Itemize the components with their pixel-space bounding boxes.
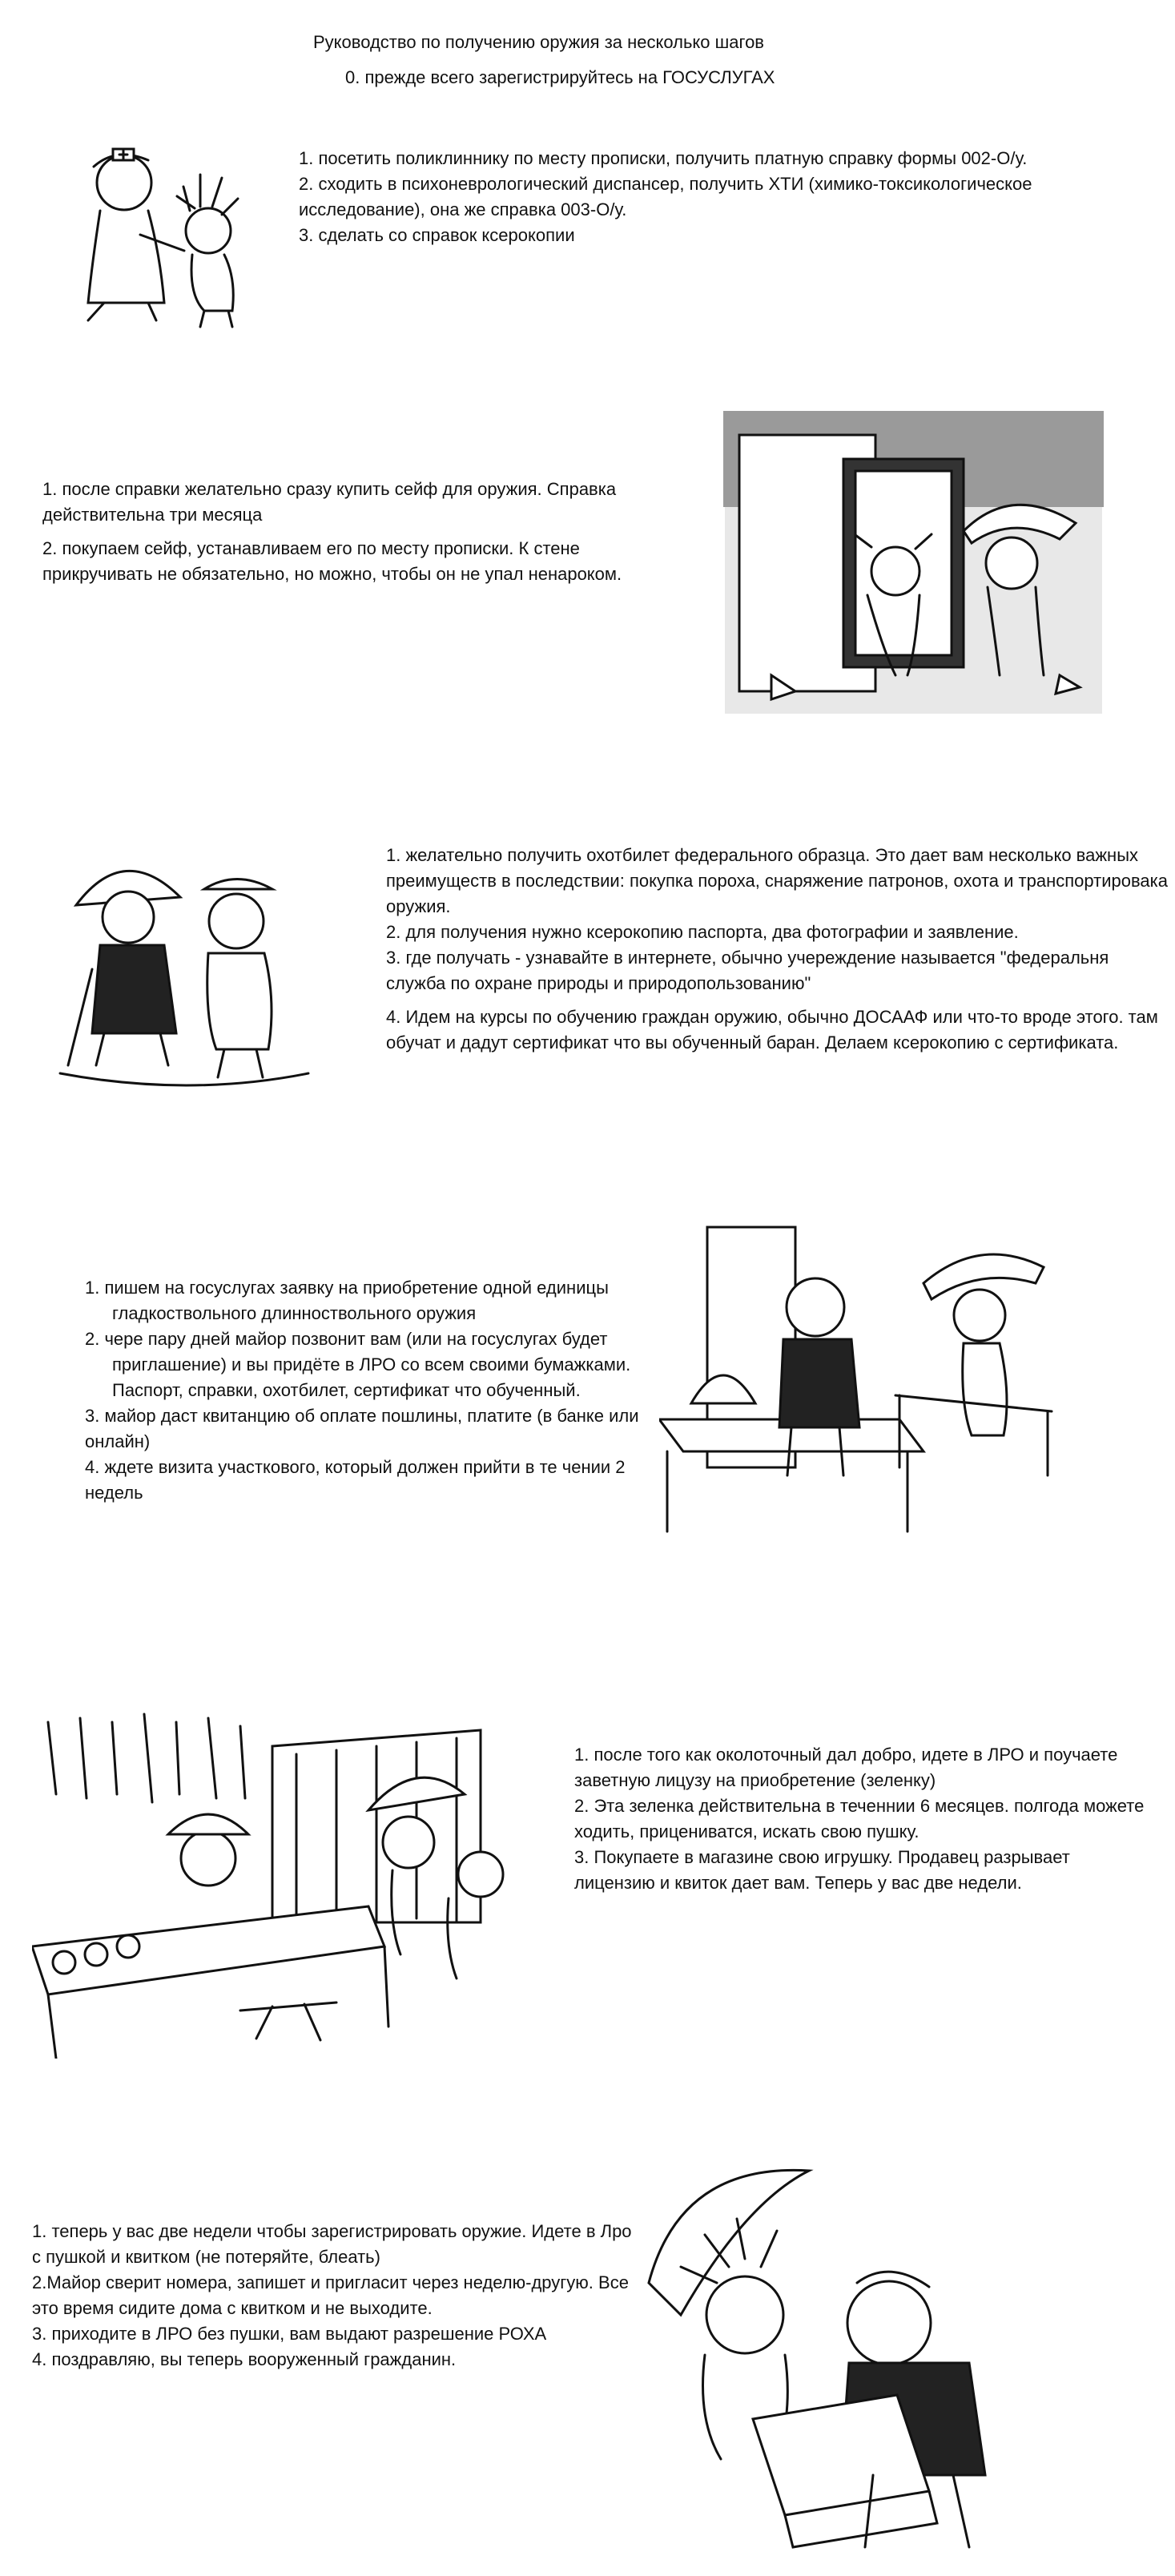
list-item: 3. приходите в ЛРО без пушки, вам выдают разрешение РОХА: [32, 2324, 547, 2344]
step-zero: 0. прежде всего зарегистрируйтесь на ГОСУСЛУГАХ: [345, 67, 775, 87]
section-1-text: [299, 146, 1132, 248]
section-2-text: [42, 477, 693, 587]
section-6-text: [32, 2219, 633, 2373]
list-item: 2.Майор сверит номера, запишет и пригласит через неделю-другую. Все это время сидите дома с квитком и не выходите.: [32, 2272, 629, 2318]
list-item: 3. где получать - узнавайте в интернете, обычно учереждение называется "федеральня служба по охране природы и природопользованию": [386, 948, 1109, 993]
list-item: 2. сходить в психоневрологический диспансер, получить ХТИ (химико-токсикологическое исследование), она же справка 003-О/у.: [299, 174, 1032, 219]
section-5-text: [574, 1742, 1151, 1896]
list-item: 2. покупаем сейф, устанавливаем его по месту прописки. К стене прикручивать не обязательно, но можно, чтобы он не упал ненароком.: [42, 538, 622, 584]
section-4-text: [85, 1275, 662, 1506]
list-item: 2. чере пару дней майор позвонит вам (или на госуслугах будет приглашение) и вы придёте в ЛРО со всем своими бумажками. Паспорт, справки, охотбилет, сертификат что обученный.: [85, 1329, 631, 1400]
list-item: 1. посетить поликлиннику по месту прописки, получить платную справку формы 002-О/у.: [299, 148, 1028, 168]
list-item: 3. майор даст квитанцию об оплате пошлины, платите (в банке или онлайн): [85, 1406, 639, 1451]
list-item: 3. Покупаете в магазине свою игрушку. Продавец разрывает лицензию и квиток дает вам. Теперь у вас две недели.: [574, 1847, 1070, 1893]
list-item: 4. ждете визита участкового, который должен прийти в те чении 2 недель: [85, 1457, 626, 1503]
boys-at-safe-illustration: [723, 411, 1104, 715]
list-item: 4. поздравляю, вы теперь вооруженный гражданин.: [32, 2349, 457, 2369]
officer-at-desk-with-boy-illustration: [659, 1219, 1076, 1548]
list-item: 1. после справки желательно сразу купить сейф для оружия. Справка действительна три месяца: [42, 479, 617, 525]
boys-handing-box-illustration: [633, 2155, 1065, 2563]
doctor-with-patient-illustration: [44, 143, 260, 335]
list-item: 2. для получения нужно ксерокопию паспорта, два фотографии и заявление.: [386, 922, 1019, 942]
section-3-text: [386, 843, 1171, 1056]
list-item: 1. пишем на госуслугах заявку на приобретение одной единицы гладкоствольного длинноствольного оружия: [85, 1278, 609, 1323]
weapons-shop-illustration: [32, 1706, 545, 2059]
list-item: 1. теперь у вас две недели чтобы зарегистрировать оружие. Идете в Лро с пушкой и квитком (не потеряйте, блеать): [32, 2221, 632, 2267]
list-item: 4. Идем на курсы по обучению граждан оружию, обычно ДОСААФ или что-то вроде этого. там обучат и дадут сертификат что вы обученный баран. Делаем ксерокопию с сертификата.: [386, 1007, 1158, 1053]
list-item: 3. сделать со справок ксерокопии: [299, 225, 575, 245]
helmeted-soldier-and-man-illustration: [44, 833, 342, 1097]
list-item: 1. после того как околоточный дал добро, идете в ЛРО и поучаете заветную лицузу на приобретение (зеленку): [574, 1745, 1118, 1790]
list-item: 1. желательно получить охотбилет федерального образца. Это дает вам несколько важных преимуществ в последствии: покупка пороха, снаряжение патронов, охота и транспортировака оружия.: [386, 845, 1168, 916]
list-item: 2. Эта зеленка действительна в теченнии 6 месяцев. полгода можете ходить, прицениватся, искать свою пушку.: [574, 1796, 1145, 1841]
page-title: Руководство по получению оружия за несколько шагов: [313, 32, 764, 52]
